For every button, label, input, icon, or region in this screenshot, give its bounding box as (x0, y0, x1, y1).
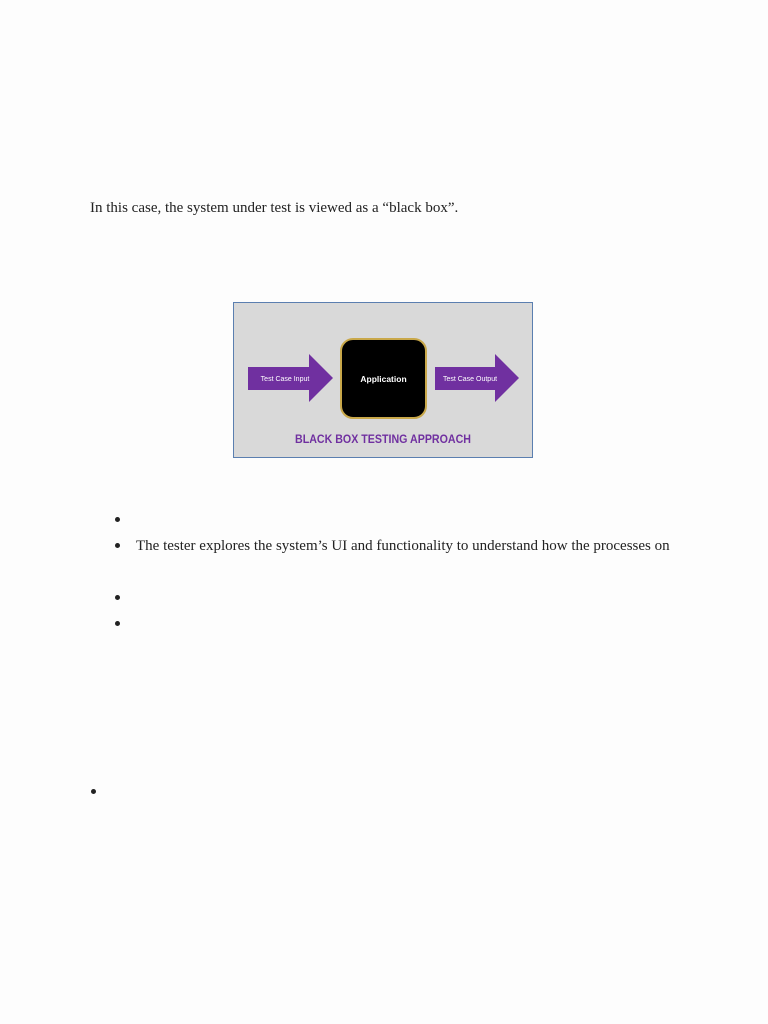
diagram-svg (234, 303, 532, 457)
bullet-dot-4 (115, 621, 120, 626)
output-arrow-label: Test Case Output (442, 376, 498, 383)
bullet-dot-2 (115, 543, 120, 548)
diagram-caption: BLACK BOX TESTING APPROACH (295, 434, 471, 446)
intro-paragraph: In this case, the system under test is viewed as a “black box”. (90, 200, 459, 216)
bullet-dot-1 (115, 517, 120, 522)
application-label: Application (360, 374, 407, 384)
black-box-diagram (233, 302, 533, 458)
bullet-item-text: The tester explores the system’s UI and functionality to understand how the processes on (136, 538, 670, 554)
bullet-dot-5 (91, 789, 96, 794)
input-arrow-label: Test Case Input (260, 376, 310, 383)
bullet-dot-3 (115, 595, 120, 600)
